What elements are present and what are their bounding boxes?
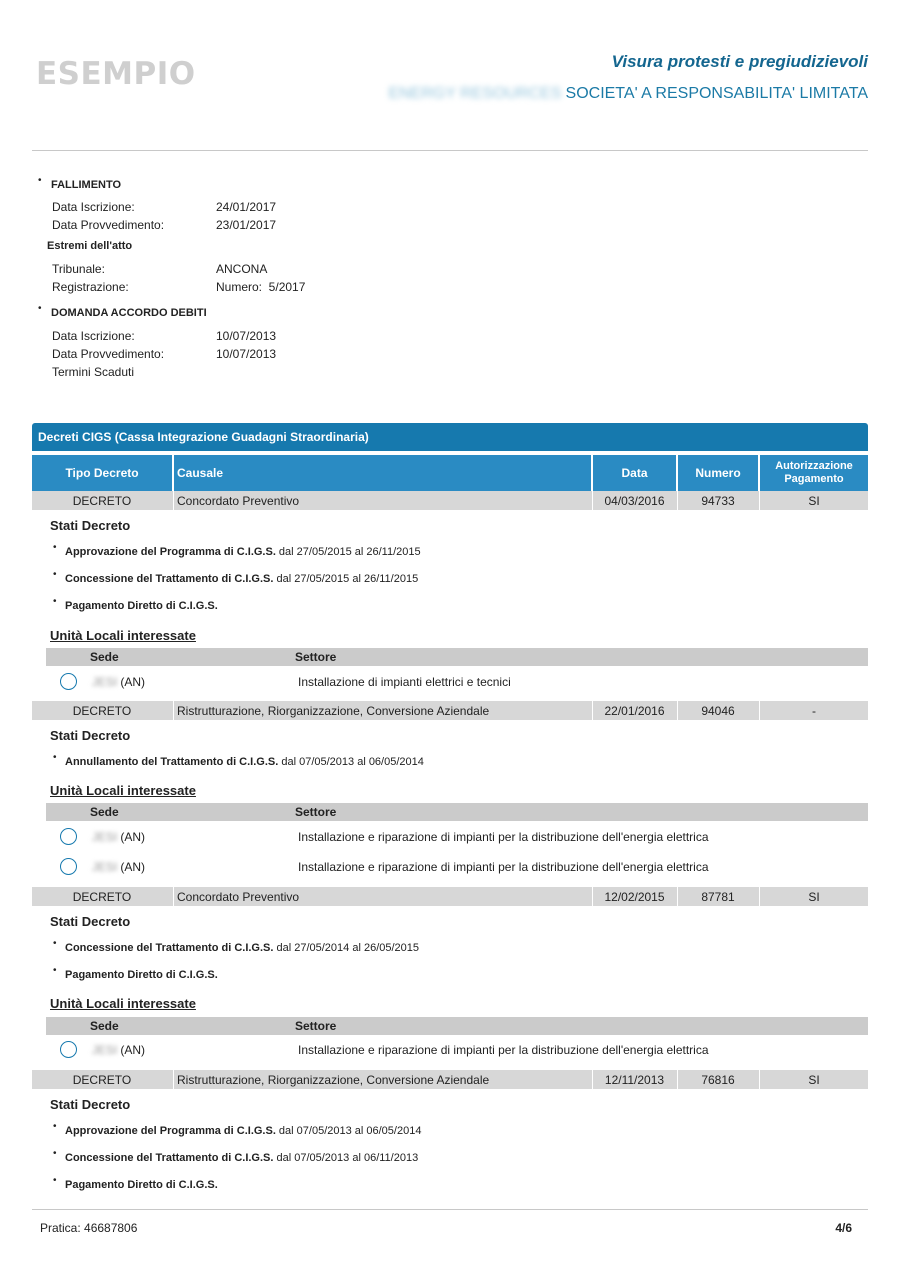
bullet-icon: •: [38, 175, 42, 186]
label: Data Provvedimento:: [52, 347, 165, 361]
bullet-icon: •: [38, 303, 42, 314]
value: 23/01/2017: [216, 218, 277, 232]
settore-header: Settore: [295, 1019, 337, 1033]
decree-tipo: DECRETO: [72, 704, 132, 718]
document-title: Visura protesti e pregiudizievoli: [611, 52, 868, 71]
decree-data: 04/03/2016: [604, 494, 665, 508]
decree-autorizzazione: SI: [808, 1073, 820, 1087]
decree-numero: 76816: [701, 1073, 735, 1087]
note: Termini Scaduti: [52, 365, 135, 379]
decree-row: [32, 1070, 868, 1089]
sede-value: JESI (AN): [92, 675, 146, 689]
stati-decreto-heading: Stati Decreto: [50, 518, 131, 533]
unita-locali-heading: Unità Locali interessate: [50, 996, 196, 1011]
value: 10/07/2013: [216, 347, 277, 361]
decree-autorizzazione: SI: [808, 494, 820, 508]
decree-tipo: DECRETO: [72, 1073, 132, 1087]
settore-value: Installazione e riparazione di impianti per la distribuzione dell'energia elettrica: [298, 1043, 709, 1057]
decree-causale: Ristrutturazione, Riorganizzazione, Conversione Aziendale: [177, 1073, 490, 1087]
decree-row: [32, 491, 868, 510]
building-icon: [60, 858, 77, 875]
unita-row: [46, 853, 868, 881]
sede-header: Sede: [90, 1019, 119, 1033]
decree-numero: 94046: [701, 704, 735, 718]
settore-value: Installazione e riparazione di impianti per la distribuzione dell'energia elettrica: [298, 830, 709, 844]
decree-numero: 87781: [701, 890, 735, 904]
decree-autorizzazione: -: [812, 704, 816, 718]
unita-row: [46, 668, 868, 696]
fallimento-title: FALLIMENTO: [51, 179, 122, 191]
unita-locali-heading: Unità Locali interessate: [50, 783, 196, 798]
page-number: 4/6: [835, 1221, 852, 1235]
header-divider: [32, 150, 868, 151]
decree-causale: Concordato Preventivo: [177, 890, 300, 904]
decree-data: 22/01/2016: [604, 704, 665, 718]
sede-header: Sede: [90, 805, 119, 819]
col-tipo-decreto: Tipo Decreto: [32, 455, 172, 491]
value: 10/07/2013: [216, 329, 277, 343]
decree-tipo: DECRETO: [72, 494, 132, 508]
stati-decreto-heading: Stati Decreto: [50, 728, 131, 743]
settore-header: Settore: [295, 805, 337, 819]
building-icon: [60, 673, 77, 690]
label: Registrazione:: [52, 280, 129, 294]
label: Data Iscrizione:: [52, 200, 135, 214]
building-icon: [60, 1041, 77, 1058]
label: Data Provvedimento:: [52, 218, 165, 232]
col-autorizzazione: Autorizzazione Pagamento: [760, 455, 868, 491]
col-numero: Numero: [678, 455, 758, 491]
unita-locali-heading: Unità Locali interessate: [50, 628, 196, 643]
unita-row: [46, 823, 868, 851]
watermark: ESEMPIO: [36, 56, 196, 92]
building-icon: [60, 828, 77, 845]
value: ANCONA: [216, 262, 268, 276]
cigs-section-title: Decreti CIGS (Cassa Integrazione Guadagni Straordinaria): [32, 423, 868, 451]
estremi-heading: Estremi dell'atto: [47, 240, 133, 252]
decree-data: 12/11/2013: [604, 1073, 665, 1087]
unita-header: [46, 1017, 868, 1035]
value: Numero: 5/2017: [216, 280, 306, 294]
decree-tipo: DECRETO: [72, 890, 132, 904]
settore-value: Installazione e riparazione di impianti per la distribuzione dell'energia elettrica: [298, 860, 709, 874]
stati-decreto-heading: Stati Decreto: [50, 1097, 131, 1112]
pratica-number: Pratica: 46687806: [40, 1221, 138, 1235]
company-legal-form: SOCIETA' A RESPONSABILITA' LIMITATA: [565, 85, 868, 102]
decree-row: [32, 887, 868, 906]
decree-causale: Ristrutturazione, Riorganizzazione, Conversione Aziendale: [177, 704, 490, 718]
decree-numero: 94733: [701, 494, 735, 508]
unita-row: [46, 1036, 868, 1064]
col-data: Data: [593, 455, 676, 491]
accordo-title: DOMANDA ACCORDO DEBITI: [51, 307, 207, 319]
unita-header: [46, 648, 868, 666]
decree-row: [32, 701, 868, 720]
sede-value: JESI (AN): [92, 830, 146, 844]
settore-header: Settore: [295, 650, 337, 664]
col-causale: Causale: [174, 455, 591, 491]
company-name-redacted: ENERGY RESOURCES: [388, 85, 562, 102]
sede-value: JESI (AN): [92, 860, 146, 874]
value: 24/01/2017: [216, 200, 277, 214]
label: Data Iscrizione:: [52, 329, 135, 343]
settore-value: Installazione di impianti elettrici e tecnici: [298, 675, 511, 689]
decree-autorizzazione: SI: [808, 890, 820, 904]
sede-header: Sede: [90, 650, 119, 664]
decree-data: 12/02/2015: [604, 890, 665, 904]
decree-causale: Concordato Preventivo: [177, 494, 300, 508]
label: Tribunale:: [52, 262, 105, 276]
stati-decreto-heading: Stati Decreto: [50, 914, 131, 929]
footer-divider: [32, 1209, 868, 1210]
unita-header: [46, 803, 868, 821]
sede-value: JESI (AN): [92, 1043, 146, 1057]
company-name: [388, 85, 868, 103]
